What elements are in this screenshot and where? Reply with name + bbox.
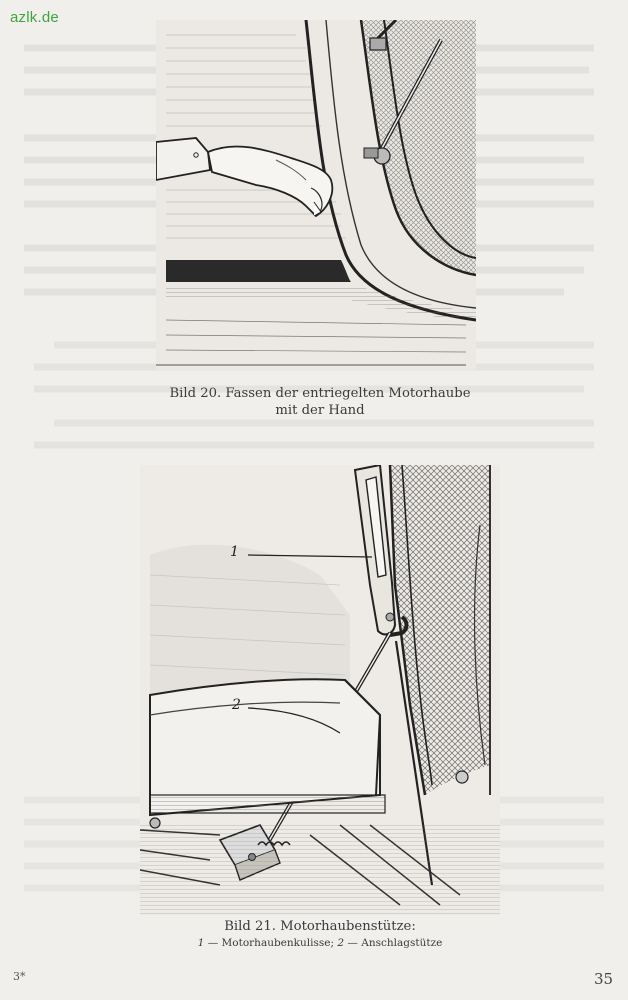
figure-21-legend (150, 936, 490, 950)
callout-2-label: 2 (232, 697, 241, 713)
legend-item-2-text: Anschlagstütze (361, 937, 443, 949)
legend-item-1-separator: — (204, 937, 222, 949)
legend-item-2-number: 2 (337, 937, 345, 949)
figure-21-illustration (140, 465, 500, 915)
signature-mark: 3* (13, 970, 26, 983)
legend-item-1-number: 1 (197, 937, 205, 949)
site-watermark: azlk.de (10, 9, 59, 26)
figure-20-caption-line-2: mit der Hand (275, 403, 365, 418)
figure-20-caption-line-1: Bild 20. Fassen der entriegelten Motorhaube (169, 386, 471, 401)
legend-item-1-text: Motorhaubenkulisse; (221, 937, 335, 949)
figure-20-caption (150, 385, 490, 419)
callout-1-label: 1 (230, 544, 239, 560)
figure-21-caption-title: Bild 21. Motorhaubenstütze: (224, 919, 416, 934)
figure-20-illustration (156, 20, 476, 370)
page-number: 35 (594, 970, 614, 988)
figure-21-caption (150, 918, 490, 950)
legend-item-2-separator: — (344, 937, 362, 949)
